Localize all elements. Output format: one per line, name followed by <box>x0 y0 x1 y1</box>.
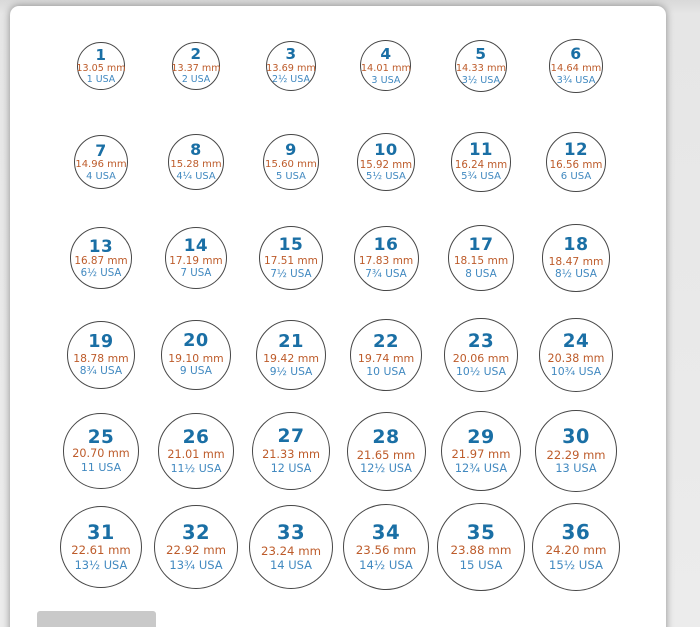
ring-size-circle <box>532 503 620 591</box>
ring-size-circle <box>266 41 316 91</box>
ring-size-number: 26 <box>182 426 210 448</box>
ring-usa-size: 9 USA <box>179 364 212 377</box>
ring-usa-size: 12 USA <box>270 461 312 475</box>
ring-size-number: 8 <box>190 140 202 160</box>
ring-size-circle <box>263 134 320 191</box>
ring-size-number: 20 <box>183 331 209 352</box>
ring-size-circle <box>441 411 521 491</box>
ring-size-circle <box>172 42 221 91</box>
ring-usa-size: 8 USA <box>465 267 497 280</box>
ring-diameter-mm: 20.70 mm <box>72 447 130 461</box>
ring-diameter-mm: 17.51 mm <box>264 254 318 267</box>
ring-size-number: 34 <box>371 521 401 545</box>
ring-size-circle <box>74 135 129 190</box>
ring-usa-size: 2 USA <box>181 74 211 86</box>
ring-size-number: 35 <box>466 520 496 544</box>
ring-size-number: 33 <box>276 521 306 545</box>
ring-size-number: 32 <box>181 521 211 545</box>
ring-diameter-mm: 24.20 mm <box>545 543 607 558</box>
ring-size-number: 7 <box>95 140 107 160</box>
ring-diameter-mm: 17.19 mm <box>169 254 223 267</box>
ring-diameter-mm: 21.65 mm <box>356 447 416 462</box>
ring-usa-size: 13½ USA <box>74 558 128 572</box>
ring-size-number: 16 <box>373 235 399 256</box>
ring-size-number: 9 <box>285 140 297 160</box>
ring-usa-size: 2½ USA <box>272 74 310 86</box>
ring-size-circle <box>455 40 507 92</box>
ring-usa-size: 5¾ USA <box>461 171 501 183</box>
ring-size-number: 12 <box>563 139 589 159</box>
ring-usa-size: 14 USA <box>269 558 313 573</box>
ring-size-circle <box>357 133 415 191</box>
cropped-gray-box <box>37 611 156 627</box>
ring-size-circle <box>437 503 524 590</box>
ring-diameter-mm: 18.47 mm <box>548 254 604 268</box>
ring-size-number: 19 <box>88 331 114 352</box>
ring-usa-size: 8½ USA <box>555 267 597 280</box>
ring-diameter-mm: 18.78 mm <box>73 351 129 365</box>
ring-usa-size: 3¾ USA <box>556 74 596 86</box>
ring-diameter-mm: 14.33 mm <box>455 62 507 74</box>
ring-usa-size: 6 USA <box>560 171 592 183</box>
ring-size-number: 15 <box>278 235 304 256</box>
ring-size-circle <box>360 40 411 91</box>
ring-diameter-mm: 15.92 mm <box>359 159 413 171</box>
ring-size-circle <box>168 134 224 190</box>
ring-usa-size: 4 USA <box>86 170 116 182</box>
ring-usa-size: 7½ USA <box>270 267 312 280</box>
ring-usa-size: 7 USA <box>180 268 212 280</box>
ring-usa-size: 4¼ USA <box>176 170 216 182</box>
ring-size-number: 5 <box>475 44 487 63</box>
ring-size-circle <box>67 321 136 390</box>
ring-size-number: 1 <box>95 45 107 64</box>
ring-size-number: 23 <box>467 330 495 352</box>
ring-usa-size: 11 USA <box>80 461 122 475</box>
ring-size-circle <box>343 504 429 590</box>
ring-usa-size: 10¾ USA <box>550 365 602 379</box>
ring-size-circle <box>354 226 419 291</box>
ring-size-circle <box>542 224 609 291</box>
ring-diameter-mm: 23.88 mm <box>450 543 512 558</box>
ring-diameter-mm: 19.42 mm <box>263 351 319 365</box>
ring-usa-size: 13 USA <box>555 461 597 475</box>
ring-size-number: 4 <box>380 45 392 63</box>
ring-usa-size: 14½ USA <box>359 558 413 573</box>
ring-diameter-mm: 13.37 mm <box>171 62 221 74</box>
ring-diameter-mm: 13.05 mm <box>76 62 126 74</box>
ring-size-circle <box>546 132 606 192</box>
ring-size-number: 27 <box>277 426 305 448</box>
ring-diameter-mm: 20.38 mm <box>547 351 605 365</box>
ring-size-circle <box>549 39 602 92</box>
ring-size-number: 24 <box>562 330 590 352</box>
ring-size-circle <box>347 412 426 491</box>
ring-size-number: 18 <box>563 234 589 255</box>
ring-size-circle <box>256 320 327 391</box>
ring-diameter-mm: 21.01 mm <box>167 447 225 461</box>
ring-diameter-mm: 20.06 mm <box>452 351 510 365</box>
ring-size-circle <box>77 42 125 90</box>
ring-size-number: 31 <box>87 520 115 544</box>
ring-size-circle <box>161 320 231 390</box>
ring-usa-size: 11½ USA <box>170 461 222 475</box>
ring-usa-size: 7¾ USA <box>365 267 407 280</box>
ring-usa-size: 10 USA <box>366 365 406 379</box>
ring-size-circle <box>350 319 422 391</box>
ring-size-number: 6 <box>570 43 582 63</box>
ring-size-circle <box>259 226 323 290</box>
ring-size-circle <box>252 412 330 490</box>
ring-size-circle <box>451 132 510 191</box>
ring-usa-size: 5 USA <box>276 170 306 182</box>
ring-usa-size: 10½ USA <box>455 365 506 379</box>
ring-diameter-mm: 13.69 mm <box>266 62 316 74</box>
ring-size-circle <box>448 225 514 291</box>
ring-usa-size: 3 USA <box>371 74 401 86</box>
ring-usa-size: 15 USA <box>459 558 503 573</box>
ring-usa-size: 12¾ USA <box>454 461 508 475</box>
ring-diameter-mm: 23.56 mm <box>355 543 417 558</box>
ring-size-circle <box>158 413 235 490</box>
ring-usa-size: 13¾ USA <box>169 558 223 573</box>
ring-diameter-mm: 19.74 mm <box>357 351 415 365</box>
ring-size-number: 11 <box>469 140 493 160</box>
ring-usa-size: 8¾ USA <box>79 364 123 377</box>
ring-diameter-mm: 19.10 mm <box>168 351 224 365</box>
ring-size-number: 30 <box>562 424 590 448</box>
ring-diameter-mm: 16.56 mm <box>549 158 603 171</box>
ring-size-circle <box>70 227 132 289</box>
ring-usa-size: 3½ USA <box>461 74 501 86</box>
ring-size-number: 21 <box>278 331 304 353</box>
ring-size-number: 29 <box>467 425 495 448</box>
ring-diameter-mm: 15.60 mm <box>265 158 317 170</box>
ring-size-number: 25 <box>87 426 115 448</box>
ring-usa-size: 12½ USA <box>360 461 412 475</box>
ring-size-number: 17 <box>468 234 494 255</box>
ring-size-number: 2 <box>190 45 202 64</box>
ring-usa-size: 9½ USA <box>269 365 313 379</box>
ring-diameter-mm: 22.92 mm <box>166 543 226 558</box>
ring-size-circle <box>165 227 228 290</box>
ring-usa-size: 6½ USA <box>80 268 122 280</box>
ring-size-circle <box>535 410 616 491</box>
ring-size-number: 3 <box>285 45 297 64</box>
ring-size-circle <box>63 413 139 489</box>
ring-diameter-mm: 21.97 mm <box>451 447 511 462</box>
ring-size-number: 36 <box>561 519 591 544</box>
ring-usa-size: 5½ USA <box>365 171 406 183</box>
ring-diameter-mm: 22.61 mm <box>71 543 131 558</box>
ring-size-number: 22 <box>373 331 400 353</box>
ring-size-circle <box>444 318 517 391</box>
ring-size-number: 14 <box>183 235 209 256</box>
ring-diameter-mm: 14.01 mm <box>360 62 412 74</box>
ring-diameter-mm: 14.96 mm <box>75 158 127 170</box>
ring-usa-size: 15½ USA <box>548 558 603 573</box>
ring-diameter-mm: 16.24 mm <box>454 159 508 171</box>
ring-usa-size: 1 USA <box>86 74 116 86</box>
ring-size-circle <box>154 505 238 589</box>
ring-size-circle <box>249 505 334 590</box>
ring-diameter-mm: 18.15 mm <box>453 254 509 267</box>
ring-diameter-mm: 16.87 mm <box>74 254 128 267</box>
ring-diameter-mm: 21.33 mm <box>262 447 321 461</box>
ring-size-circle <box>539 318 613 392</box>
ring-diameter-mm: 17.83 mm <box>358 254 414 267</box>
ring-size-number: 28 <box>372 426 400 449</box>
ring-size-circle <box>60 506 143 589</box>
ring-diameter-mm: 14.64 mm <box>550 62 602 74</box>
ring-diameter-mm: 22.29 mm <box>546 447 606 462</box>
ring-diameter-mm: 23.24 mm <box>261 543 321 558</box>
ring-diameter-mm: 15.28 mm <box>170 158 222 170</box>
ring-size-number: 13 <box>88 235 114 256</box>
ring-size-number: 10 <box>374 139 398 159</box>
